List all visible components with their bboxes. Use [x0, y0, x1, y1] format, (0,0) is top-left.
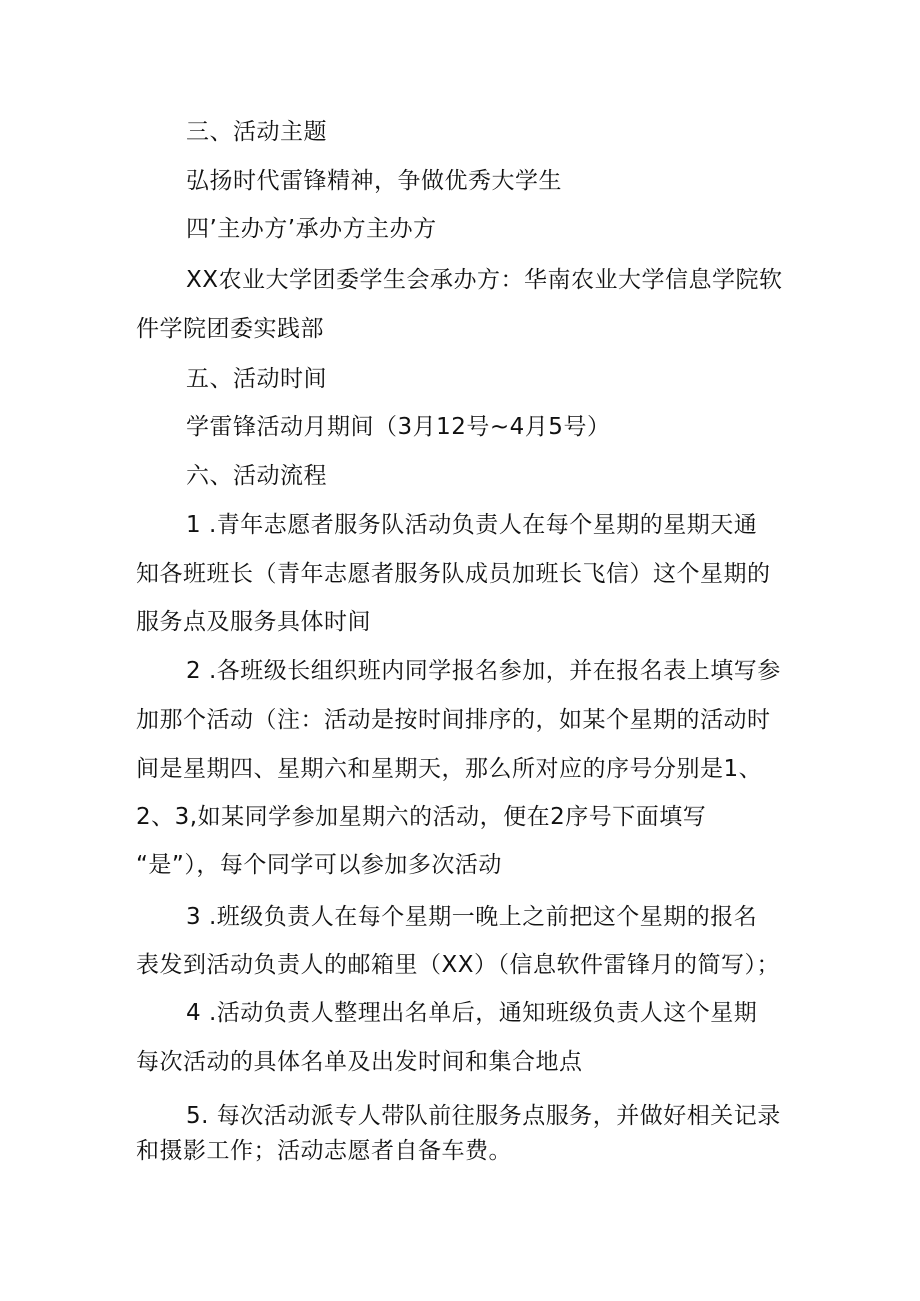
step-5-line-1: 5. 每次活动派专人带队前往服务点服务，并做好相关记录	[186, 1103, 781, 1129]
time-text: 学雷锋活动月期间（3月12号~4月5号）	[186, 414, 611, 440]
section-heading-organizers: 四’主办方’承办方主办方	[186, 216, 437, 242]
step-1-line-1: 1 .青年志愿者服务队活动负责人在每个星期的星期天通	[186, 512, 758, 538]
step-3-line-2: 表发到活动负责人的邮箱里（XX）（信息软件雷锋月的简写）；	[136, 952, 781, 978]
section-heading-process: 六、活动流程	[186, 463, 327, 489]
step-1-line-2: 知各班班长（青年志愿者服务队成员加班长飞信）这个星期的	[136, 561, 771, 587]
organizers-text-line-1: XX农业大学团委学生会承办方：华南农业大学信息学院软	[186, 267, 783, 293]
step-4-line-2: 每次活动的具体名单及出发时间和集合地点	[136, 1049, 583, 1075]
step-4-line-1: 4 .活动负责人整理出名单后，通知班级负责人这个星期	[186, 1000, 758, 1026]
step-2-line-1: 2 .各班级长组织班内同学报名参加，并在报名表上填写参	[186, 658, 781, 684]
step-5-line-2: 和摄影工作；活动志愿者自备车费。	[136, 1138, 512, 1164]
section-heading-theme: 三、活动主题	[186, 119, 327, 145]
theme-text: 弘扬时代雷锋精神，争做优秀大学生	[186, 168, 562, 194]
step-2-line-2: 加那个活动（注：活动是按时间排序的，如某个星期的活动时	[136, 707, 771, 733]
organizers-text-line-2: 件学院团委实践部	[136, 316, 324, 342]
step-1-line-3: 服务点及服务具体时间	[136, 609, 371, 635]
section-heading-time: 五、活动时间	[186, 366, 327, 392]
step-2-line-3: 间是星期四、星期六和星期天，那么所对应的序号分别是1、	[136, 756, 763, 782]
step-3-line-1: 3 .班级负责人在每个星期一晚上之前把这个星期的报名	[186, 904, 758, 930]
step-2-line-5: “是”），每个同学可以参加多次活动	[136, 852, 502, 878]
step-2-line-4: 2、3,如某同学参加星期六的活动，便在2序号下面填写	[136, 804, 707, 830]
